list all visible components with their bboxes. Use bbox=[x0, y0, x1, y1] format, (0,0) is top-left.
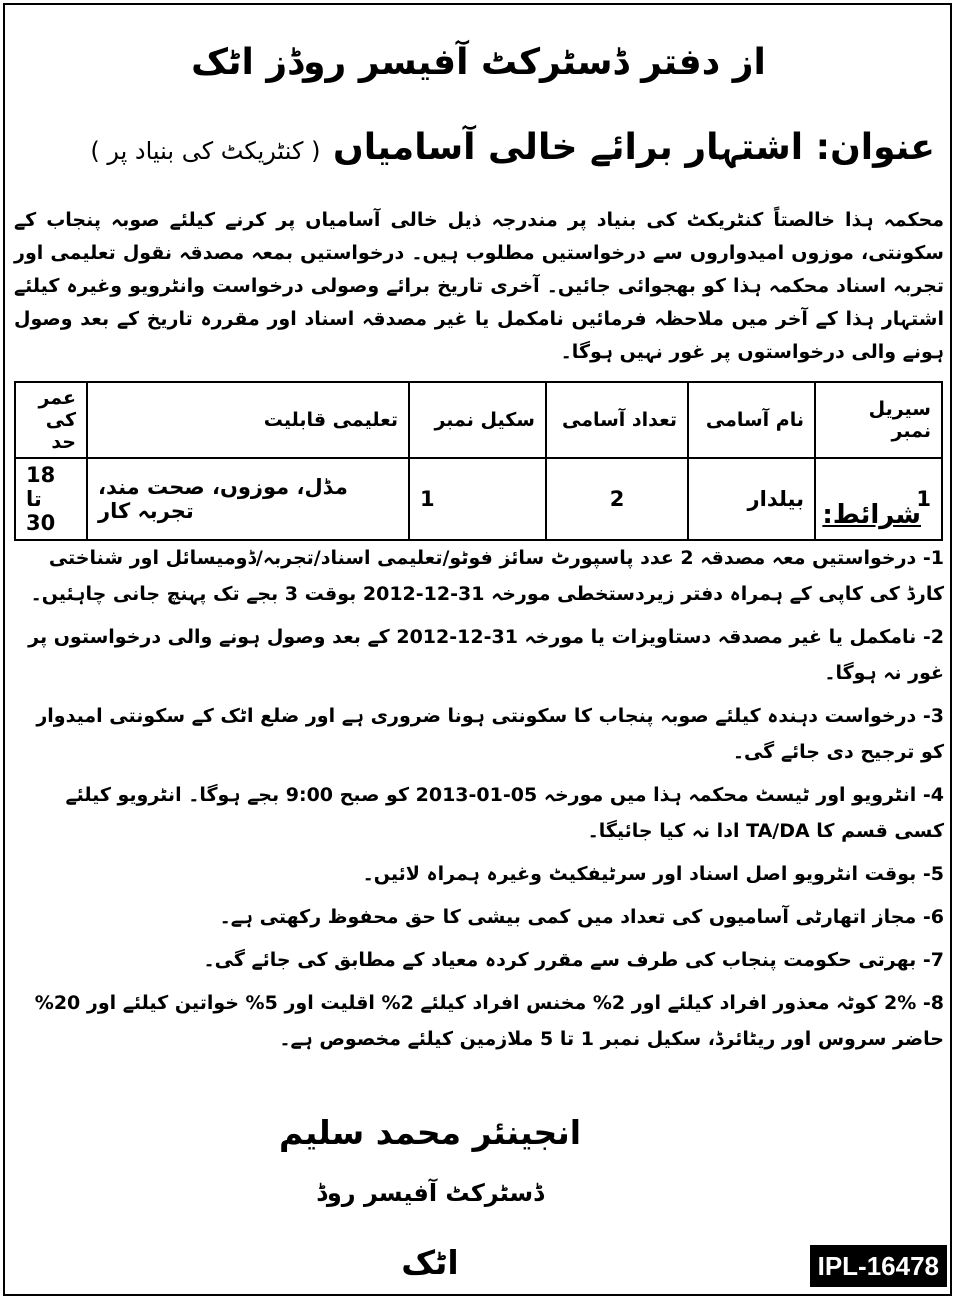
cell-count: 2 bbox=[546, 458, 688, 540]
condition-item: 4- انٹرویو اور ٹیسٹ محکمہ ہذا میں مورخہ 05-01-2013 کو صبح 9:00 بجے ہوگا۔ انٹرویو کیلئے کسی قسم کا TA/DA ادا نہ کیا جائیگا۔ bbox=[65, 784, 944, 842]
signatory-place: اٹک bbox=[401, 1243, 459, 1282]
condition-item: 2- نامکمل یا غیر مصدقہ دستاویزات یا مورخہ 31-12-2012 کے بعد وصول ہونے والی درخواستوں پر غور نہ ہوگا۔ bbox=[28, 626, 944, 684]
condition-item: 5- بوقت انٹرویو اصل اسناد اور سرٹیفکیٹ وغیرہ ہمراہ لائیں۔ bbox=[362, 863, 944, 885]
col-post: نام آسامی bbox=[688, 382, 815, 458]
cell-scale: 1 bbox=[409, 458, 546, 540]
subject-line bbox=[25, 125, 935, 171]
col-qualification: تعلیمی قابلیت bbox=[87, 382, 409, 458]
reference-number: IPL-16478 bbox=[810, 1245, 947, 1287]
conditions-title: شرائط: bbox=[822, 500, 921, 530]
col-count: تعداد آسامی bbox=[546, 382, 688, 458]
col-serial: سیریل نمبر bbox=[815, 382, 942, 458]
table-header-row bbox=[15, 382, 942, 458]
signatory-name: انجینئر محمد سلیم bbox=[278, 1113, 582, 1152]
cell-age: 18 تا 30 bbox=[15, 458, 87, 540]
subject-title: اشتہار برائے خالی آسامیاں bbox=[332, 127, 804, 168]
office-header: از دفتر ڈسٹرکٹ آفیسر روڈز اٹک bbox=[191, 42, 766, 83]
condition-item: 8- 2% کوٹہ معذور افراد کیلئے اور 2% مخنس افراد کیلئے 2% اقلیت اور 5% خواتین کیلئے اور 20% حاضر سروس اور ریٹائرڈ، سکیل نمبر 1 تا 5 ملازمین کیلئے مخصوص ہے۔ bbox=[34, 992, 944, 1050]
cell-qualification: مڈل، موزوں، صحت مند، تجربہ کار bbox=[87, 458, 409, 540]
signature-block bbox=[200, 1108, 660, 1288]
condition-item: 1- درخواستیں معہ مصدقہ 2 عدد پاسپورٹ سائز فوٹو/تعلیمی اسناد/تجربہ/ڈومیسائل اور شناختی کارڈ کی کاپی کے ہمراہ دفتر زیردستخطی مورخہ 31-12-2012 بوقت 3 بجے تک پہنچ جانی چاہئیں۔ bbox=[30, 547, 944, 605]
subject-qualifier: ( کنٹریکٹ کی بنیاد پر ) bbox=[90, 137, 321, 165]
signatory-designation: ڈسٹرکٹ آفیسر روڈ bbox=[316, 1179, 544, 1207]
col-scale: سکیل نمبر bbox=[409, 382, 546, 458]
intro-paragraph: محکمہ ہذا خالصتاً کنٹریکٹ کی بنیاد پر مندرجہ ذیل خالی آسامیاں پر کرنے کیلئے صوبہ پنجاب کے سکونتی، موزوں امیدواروں سے درخواستیں مطلوب ہیں۔ درخواستیں بمعہ مصدقہ نقول تعلیمی اور تجربہ اسناد محکمہ ہذا کو بھجوائی جائیں۔ آخری تاریخ برائے وصولی درخواست وانٹرویو وغیرہ کیلئے اشتہار ہذا کے آخر میں ملاحظہ فرمائیں نامکمل یا غیر مصدقہ اسناد اور مقررہ تاریخ کے بعد وصول ہونے والی درخواستوں پر غور نہیں ہوگا۔ bbox=[14, 209, 944, 363]
col-age: عمر کی حد bbox=[15, 382, 87, 458]
condition-item: 3- درخواست دہندہ کیلئے صوبہ پنجاب کا سکونتی ہونا ضروری ہے اور ضلع اٹک کے سکونتی امیدوار کو ترجیح دی جائے گی۔ bbox=[36, 705, 944, 763]
table-row bbox=[15, 458, 942, 540]
cell-serial: 1 bbox=[815, 458, 942, 540]
condition-item: 7- بھرتی حکومت پنجاب کی طرف سے مقرر کردہ معیاد کے مطابق کی جائے گی۔ bbox=[203, 949, 944, 971]
cell-post: بیلدار bbox=[688, 458, 815, 540]
vacancy-table bbox=[14, 381, 943, 541]
conditions-list bbox=[14, 540, 944, 1064]
subject-label: عنوان: bbox=[815, 127, 935, 168]
condition-item: 6- مجاز اتھارٹی آسامیوں کی تعداد میں کمی بیشی کا حق محفوظ رکھتی ہے۔ bbox=[219, 906, 944, 928]
